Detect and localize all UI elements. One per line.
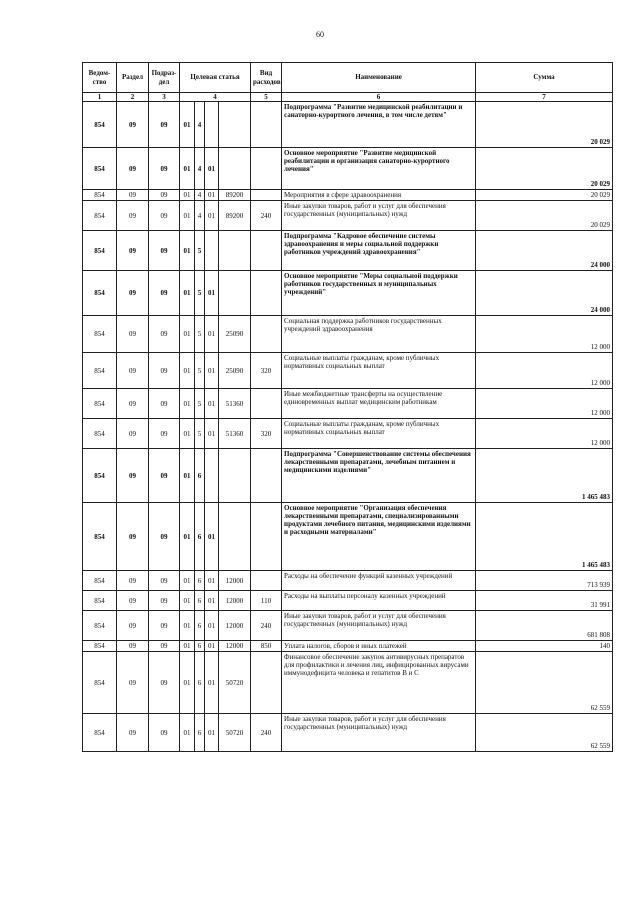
podrazdel-cell: 09 [149,389,180,419]
target-code-3-cell: 01 [205,503,219,571]
vid-rashodov-cell: 240 [251,201,282,231]
vedomstvo-cell: 854 [83,316,117,353]
sum-cell: 12 000 [476,389,613,419]
podrazdel-cell: 09 [149,231,180,271]
vid-rashodov-cell: 240 [251,611,282,641]
razdel-cell: 09 [117,419,149,449]
target-code-1-cell: 01 [180,201,195,231]
vid-rashodov-cell [251,148,282,190]
target-code-2-cell: 5 [195,316,205,353]
target-code-2-cell: 6 [195,503,205,571]
target-code-3-cell: 01 [205,714,219,752]
target-code-3-cell: 01 [205,611,219,641]
target-code-4-cell: 12000 [219,571,251,591]
target-code-2-cell: 4 [195,201,205,231]
podrazdel-cell: 09 [149,353,180,389]
razdel-cell: 09 [117,190,149,201]
target-code-2-cell: 5 [195,389,205,419]
target-code-2-cell: 4 [195,102,205,148]
col-number: 1 [83,93,117,102]
target-code-4-cell [219,102,251,148]
target-code-4-cell: 25090 [219,316,251,353]
vid-rashodov-cell [251,271,282,316]
target-code-1-cell: 01 [180,190,195,201]
vid-rashodov-cell [251,389,282,419]
name-cell: Иные закупки товаров, работ и услуг для обеспечения государственных (муниципальных) нужд [282,201,476,231]
sum-cell: 62 559 [476,714,613,752]
target-code-4-cell: 12000 [219,591,251,611]
target-code-2-cell: 4 [195,148,205,190]
table-row [83,419,613,449]
target-code-1-cell: 01 [180,503,195,571]
target-code-2-cell: 5 [195,419,205,449]
target-code-2-cell: 4 [195,190,205,201]
sum-cell: 20 029 [476,190,613,201]
razdel-cell: 09 [117,271,149,316]
vedomstvo-cell: 854 [83,419,117,449]
podrazdel-cell: 09 [149,503,180,571]
razdel-cell: 09 [117,389,149,419]
name-cell: Расходы на выплаты персоналу казенных учреждений [282,591,476,611]
vedomstvo-cell: 854 [83,353,117,389]
target-code-1-cell: 01 [180,316,195,353]
vedomstvo-cell: 854 [83,714,117,752]
razdel-cell: 09 [117,353,149,389]
sum-cell: 1 465 483 [476,503,613,571]
header-razdel: Раздел [117,63,149,93]
razdel-cell: 09 [117,102,149,148]
podrazdel-cell: 09 [149,148,180,190]
target-code-2-cell: 5 [195,271,205,316]
target-code-1-cell: 01 [180,353,195,389]
sum-cell: 1 465 483 [476,449,613,503]
vedomstvo-cell: 854 [83,148,117,190]
razdel-cell: 09 [117,571,149,591]
vid-rashodov-cell [251,571,282,591]
table-row [83,714,613,752]
sum-cell: 20 029 [476,148,613,190]
razdel-cell: 09 [117,641,149,652]
name-cell: Расходы на обеспечение функций казенных учреждений [282,571,476,591]
vedomstvo-cell: 854 [83,102,117,148]
name-cell: Финансовое обеспечение закупок антивирусных препаратов для профилактики и лечения лиц, инфицированных вирусами иммунодефицита человека и гепатитов В и С [282,652,476,714]
col-number: 5 [251,93,282,102]
target-code-3-cell: 01 [205,190,219,201]
target-code-3-cell: 01 [205,591,219,611]
header-summa: Сумма [476,63,613,93]
col-number: 6 [282,93,476,102]
table-row [83,148,613,190]
razdel-cell: 09 [117,148,149,190]
target-code-1-cell: 01 [180,641,195,652]
target-code-1-cell: 01 [180,591,195,611]
podrazdel-cell: 09 [149,714,180,752]
target-code-4-cell: 50720 [219,714,251,752]
vid-rashodov-cell [251,102,282,148]
name-cell: Основное мероприятие "Развитие медицинской реабилитации и организация санаторно-курортного лечения" [282,148,476,190]
vedomstvo-cell: 854 [83,449,117,503]
table-row [83,190,613,201]
table-row [83,231,613,271]
target-code-1-cell: 01 [180,271,195,316]
page-number: 60 [316,30,324,39]
header-podrazdel: Подраз-дел [149,63,180,93]
name-cell: Иные закупки товаров, работ и услуг для обеспечения государственных (муниципальных) нужд [282,714,476,752]
target-code-4-cell [219,503,251,571]
vid-rashodov-cell [251,449,282,503]
name-cell: Подпрограмма "Совершенствование системы обеспечения лекарственными препаратами, лечебным питанием и медицинскими изделиями" [282,449,476,503]
name-cell: Иные закупки товаров, работ и услуг для обеспечения государственных (муниципальных) нужд [282,611,476,641]
name-cell: Иные межбюджетные трансферты на осуществление единовременных выплат медицинским работникам [282,389,476,419]
name-cell: Социальная поддержка работников государственных учреждений здравоохранения [282,316,476,353]
razdel-cell: 09 [117,449,149,503]
target-code-4-cell: 89200 [219,201,251,231]
podrazdel-cell: 09 [149,271,180,316]
podrazdel-cell: 09 [149,571,180,591]
target-code-4-cell: 51360 [219,419,251,449]
target-code-1-cell: 01 [180,571,195,591]
podrazdel-cell: 09 [149,449,180,503]
sum-cell: 62 559 [476,652,613,714]
vid-rashodov-cell [251,231,282,271]
vid-rashodov-cell: 320 [251,353,282,389]
vid-rashodov-cell: 320 [251,419,282,449]
sum-cell: 24 000 [476,271,613,316]
podrazdel-cell: 09 [149,591,180,611]
target-code-2-cell: 6 [195,652,205,714]
vid-rashodov-cell [251,652,282,714]
vedomstvo-cell: 854 [83,591,117,611]
target-code-4-cell: 12000 [219,641,251,652]
sum-cell: 24 000 [476,231,613,271]
target-code-3-cell [205,102,219,148]
razdel-cell: 09 [117,231,149,271]
table-row [83,353,613,389]
target-code-2-cell: 6 [195,449,205,503]
target-code-2-cell: 5 [195,231,205,271]
target-code-3-cell: 01 [205,571,219,591]
target-code-2-cell: 6 [195,641,205,652]
vedomstvo-cell: 854 [83,190,117,201]
target-code-4-cell: 89200 [219,190,251,201]
podrazdel-cell: 09 [149,652,180,714]
name-cell: Основное мероприятие "Организация обеспечения лекарственными препаратами, специализированными продуктами лечебного питания, медицинскими изделиями и расходными материалами" [282,503,476,571]
table-body [83,102,613,752]
podrazdel-cell: 09 [149,201,180,231]
target-code-1-cell: 01 [180,449,195,503]
sum-cell: 20 029 [476,102,613,148]
razdel-cell: 09 [117,591,149,611]
razdel-cell: 09 [117,503,149,571]
target-code-3-cell: 01 [205,316,219,353]
sum-cell: 681 808 [476,611,613,641]
vedomstvo-cell: 854 [83,503,117,571]
vid-rashodov-cell [251,190,282,201]
col-number: 7 [476,93,613,102]
table-row [83,652,613,714]
table-row [83,102,613,148]
sum-cell: 12 000 [476,353,613,389]
sum-cell: 140 [476,641,613,652]
sum-cell: 31 991 [476,591,613,611]
sum-cell: 12 000 [476,316,613,353]
name-cell: Социальные выплаты гражданам, кроме публичных нормативных социальных выплат [282,353,476,389]
target-code-1-cell: 01 [180,148,195,190]
vid-rashodov-cell: 850 [251,641,282,652]
target-code-2-cell: 5 [195,353,205,389]
target-code-1-cell: 01 [180,652,195,714]
table-row [83,503,613,571]
target-code-1-cell: 01 [180,714,195,752]
sum-cell: 713 939 [476,571,613,591]
podrazdel-cell: 09 [149,419,180,449]
razdel-cell: 09 [117,652,149,714]
vid-rashodov-cell: 110 [251,591,282,611]
target-code-4-cell: 50720 [219,652,251,714]
header-tselevaya-statya: Целевая статья [180,63,251,93]
target-code-4-cell: 51360 [219,389,251,419]
vedomstvo-cell: 854 [83,641,117,652]
target-code-3-cell: 01 [205,201,219,231]
vedomstvo-cell: 854 [83,201,117,231]
target-code-4-cell: 12000 [219,611,251,641]
razdel-cell: 09 [117,316,149,353]
sum-cell: 20 029 [476,201,613,231]
table-row [83,201,613,231]
header-vedomstvo: Ведом-ство [83,63,117,93]
table-row [83,316,613,353]
sum-cell: 12 000 [476,419,613,449]
target-code-3-cell: 01 [205,271,219,316]
budget-table [82,62,613,752]
table-row [83,611,613,641]
target-code-3-cell [205,231,219,271]
target-code-2-cell: 6 [195,591,205,611]
vedomstvo-cell: 854 [83,231,117,271]
vedomstvo-cell: 854 [83,652,117,714]
podrazdel-cell: 09 [149,641,180,652]
podrazdel-cell: 09 [149,190,180,201]
target-code-4-cell [219,231,251,271]
vid-rashodov-cell [251,503,282,571]
target-code-1-cell: 01 [180,611,195,641]
razdel-cell: 09 [117,201,149,231]
table-row [83,591,613,611]
podrazdel-cell: 09 [149,102,180,148]
table-row [83,271,613,316]
target-code-3-cell: 01 [205,353,219,389]
target-code-1-cell: 01 [180,419,195,449]
vid-rashodov-cell: 240 [251,714,282,752]
name-cell: Мероприятия в сфере здравоохранения [282,190,476,201]
target-code-4-cell: 25090 [219,353,251,389]
vedomstvo-cell: 854 [83,271,117,316]
table-row [83,641,613,652]
header-naimenovanie: Наименование [282,63,476,93]
name-cell: Подпрограмма "Кадровое обеспечение системы здравоохранения и меры социальной поддержки работников учреждений здравоохранения" [282,231,476,271]
vid-rashodov-cell [251,316,282,353]
target-code-3-cell: 01 [205,641,219,652]
podrazdel-cell: 09 [149,611,180,641]
target-code-3-cell: 01 [205,652,219,714]
target-code-3-cell [205,449,219,503]
name-cell: Подпрограмма "Развитие медицинской реабилитации и санаторно-курортного лечения, в том числе детям" [282,102,476,148]
table-row [83,389,613,419]
podrazdel-cell: 09 [149,316,180,353]
target-code-2-cell: 6 [195,571,205,591]
target-code-1-cell: 01 [180,389,195,419]
razdel-cell: 09 [117,714,149,752]
target-code-4-cell [219,271,251,316]
col-number: 3 [149,93,180,102]
name-cell: Социальные выплаты гражданам, кроме публичных нормативных социальных выплат [282,419,476,449]
col-number: 2 [117,93,149,102]
name-cell: Уплата налогов, сборов и иных платежей [282,641,476,652]
target-code-2-cell: 6 [195,611,205,641]
col-number: 4 [180,93,251,102]
vedomstvo-cell: 854 [83,571,117,591]
target-code-2-cell: 6 [195,714,205,752]
table-row [83,449,613,503]
target-code-3-cell: 01 [205,419,219,449]
target-code-4-cell [219,148,251,190]
target-code-3-cell: 01 [205,389,219,419]
target-code-4-cell [219,449,251,503]
vedomstvo-cell: 854 [83,611,117,641]
header-vid-rashodov: Вид расходов [251,63,282,93]
name-cell: Основное мероприятие "Меры социальной поддержки работников государственных и муниципальных учреждений" [282,271,476,316]
vedomstvo-cell: 854 [83,389,117,419]
target-code-1-cell: 01 [180,102,195,148]
target-code-1-cell: 01 [180,231,195,271]
table-row [83,571,613,591]
razdel-cell: 09 [117,611,149,641]
target-code-3-cell: 01 [205,148,219,190]
